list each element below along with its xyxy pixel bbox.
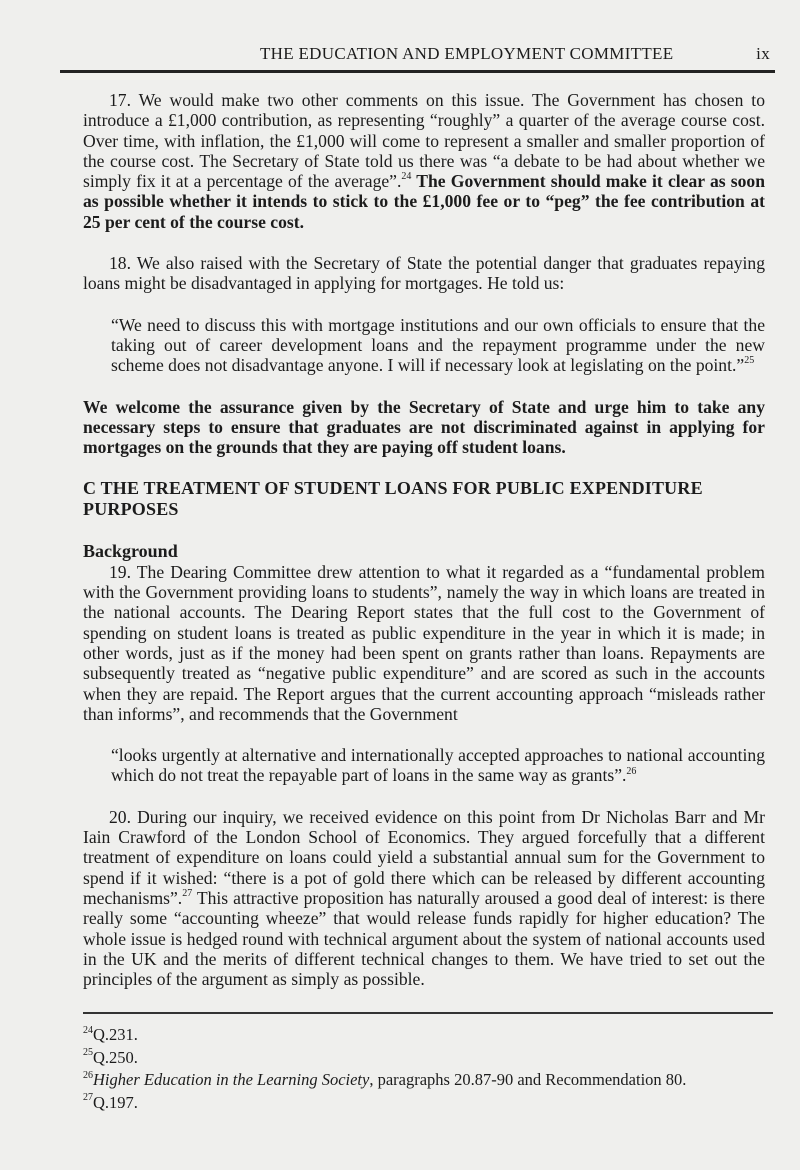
footnote-number: 27 xyxy=(83,1092,93,1103)
subheading-background: Background xyxy=(83,541,178,562)
footnote-text: Q.231. xyxy=(93,1025,138,1044)
header-rule xyxy=(60,70,775,73)
footnote-27 xyxy=(83,1092,773,1115)
header-title: THE EDUCATION AND EMPLOYMENT COMMITTEE xyxy=(260,44,674,63)
paragraph-20-text-b: This attractive proposition has naturally aroused a good deal of interest: is there really some “accounting wheeze” that would release funds rapidly for higher education? The whole issue is hedged round with technical argument about the system of national accounts used in the UK and the merits of different technical changes to them. We have tried to set out the principles of the argument as simply as possible. xyxy=(83,887,765,990)
paragraph-18: 18. We also raised with the Secretary of State the potential danger that graduates repaying loans might be disadvantaged in applying for mortgages. He told us: xyxy=(83,253,765,294)
quotation-2 xyxy=(111,745,765,786)
running-header xyxy=(70,44,770,64)
footnote-text: Q.197. xyxy=(93,1092,138,1112)
paragraph-20 xyxy=(83,807,765,990)
footnote-ref-24: 24 xyxy=(401,171,412,183)
paragraph-19: 19. The Dearing Committee drew attention to what it regarded as a “fundamental problem with the Government providing loans to students”, namely the way in which loans are treated in the national accounts. The Dearing Report states that the full cost to the Government of spending on student loans is treated as public expenditure in the year in which it is made; in other words, just as if the money had been spent on grants rather than loans. Repayments are subsequently treated as “negative public expenditure” and are scored as such in the accounts when they are repaid. The Report argues that the current accounting approach “misleads rather than informs”, and recommends that the Government xyxy=(83,561,765,724)
footnote-text: Q.250. xyxy=(93,1047,138,1067)
footnote-number: 24 xyxy=(83,1024,93,1036)
footnote-number: 25 xyxy=(83,1047,93,1058)
footnote-ref-27: 27 xyxy=(182,888,193,900)
footnote-24 xyxy=(83,1024,773,1047)
quotation-1-text: “We need to discuss this with mortgage institutions and our own officials to ensure that the taking out of career development loans and the repayment programme under the new scheme does not disadvantage anyone. I will if necessary look at legislating on the point.” xyxy=(111,314,765,376)
quotation-1 xyxy=(111,315,765,376)
paragraph-20-text-a: 20. During our inquiry, we received evidence on this point from Dr Nicholas Barr and Mr Iain Crawford of the London School of Economics. They argued forcefully that a different treatment of expenditure on loans could yield a substantial annual sum for the Government to spend if it wished: “there is a pot of gold there which can be released by different accounting mechanisms”. xyxy=(83,806,765,908)
footnote-title: Higher Education in the Learning Society xyxy=(93,1070,370,1089)
page-number: ix xyxy=(756,44,770,63)
footnote-ref-25: 25 xyxy=(744,355,755,367)
footnote-rule xyxy=(83,1012,773,1014)
footnotes xyxy=(83,1024,773,1114)
body-text xyxy=(83,90,765,989)
paragraph-17-text: 17. We would make two other comments on this issue. The Government has chosen to introduce a £1,000 contribution, as representing “roughly” a quarter of the average course cost. Over time, with inflation, the £1,000 will come to represent a smaller and smaller proportion of the course cost. The Secretary of State told us there was “a debate to be had about whether we simply fix it at a percentage of the average”. xyxy=(83,90,765,192)
footnote-26 xyxy=(83,1069,773,1092)
paragraph-17-recommendation: The Government should make it clear as soon as possible whether it intends to stick to the £1,000 fee or to “peg” the fee contribution at 25 per cent of the course cost. xyxy=(83,171,765,232)
section-heading: C THE TREATMENT OF STUDENT LOANS FOR PUBLIC EXPENDITURE PURPOSES xyxy=(83,478,703,519)
footnote-25 xyxy=(83,1047,773,1070)
paragraph-18-conclusion: We welcome the assurance given by the Secretary of State and urge him to take any necessary steps to ensure that graduates are not discriminated against in applying for mortgages on the grounds that they are paying off student loans. xyxy=(83,396,765,458)
footnote-number: 26 xyxy=(83,1069,93,1081)
footnote-ref-26: 26 xyxy=(626,765,637,777)
paragraph-17 xyxy=(83,90,765,232)
footnote-text: , paragraphs 20.87-90 and Recommendation 80. xyxy=(369,1070,687,1089)
quotation-2-text: “looks urgently at alternative and internationally accepted approaches to national accounting which do not treat the repayable part of loans in the same way as grants”. xyxy=(111,745,765,786)
